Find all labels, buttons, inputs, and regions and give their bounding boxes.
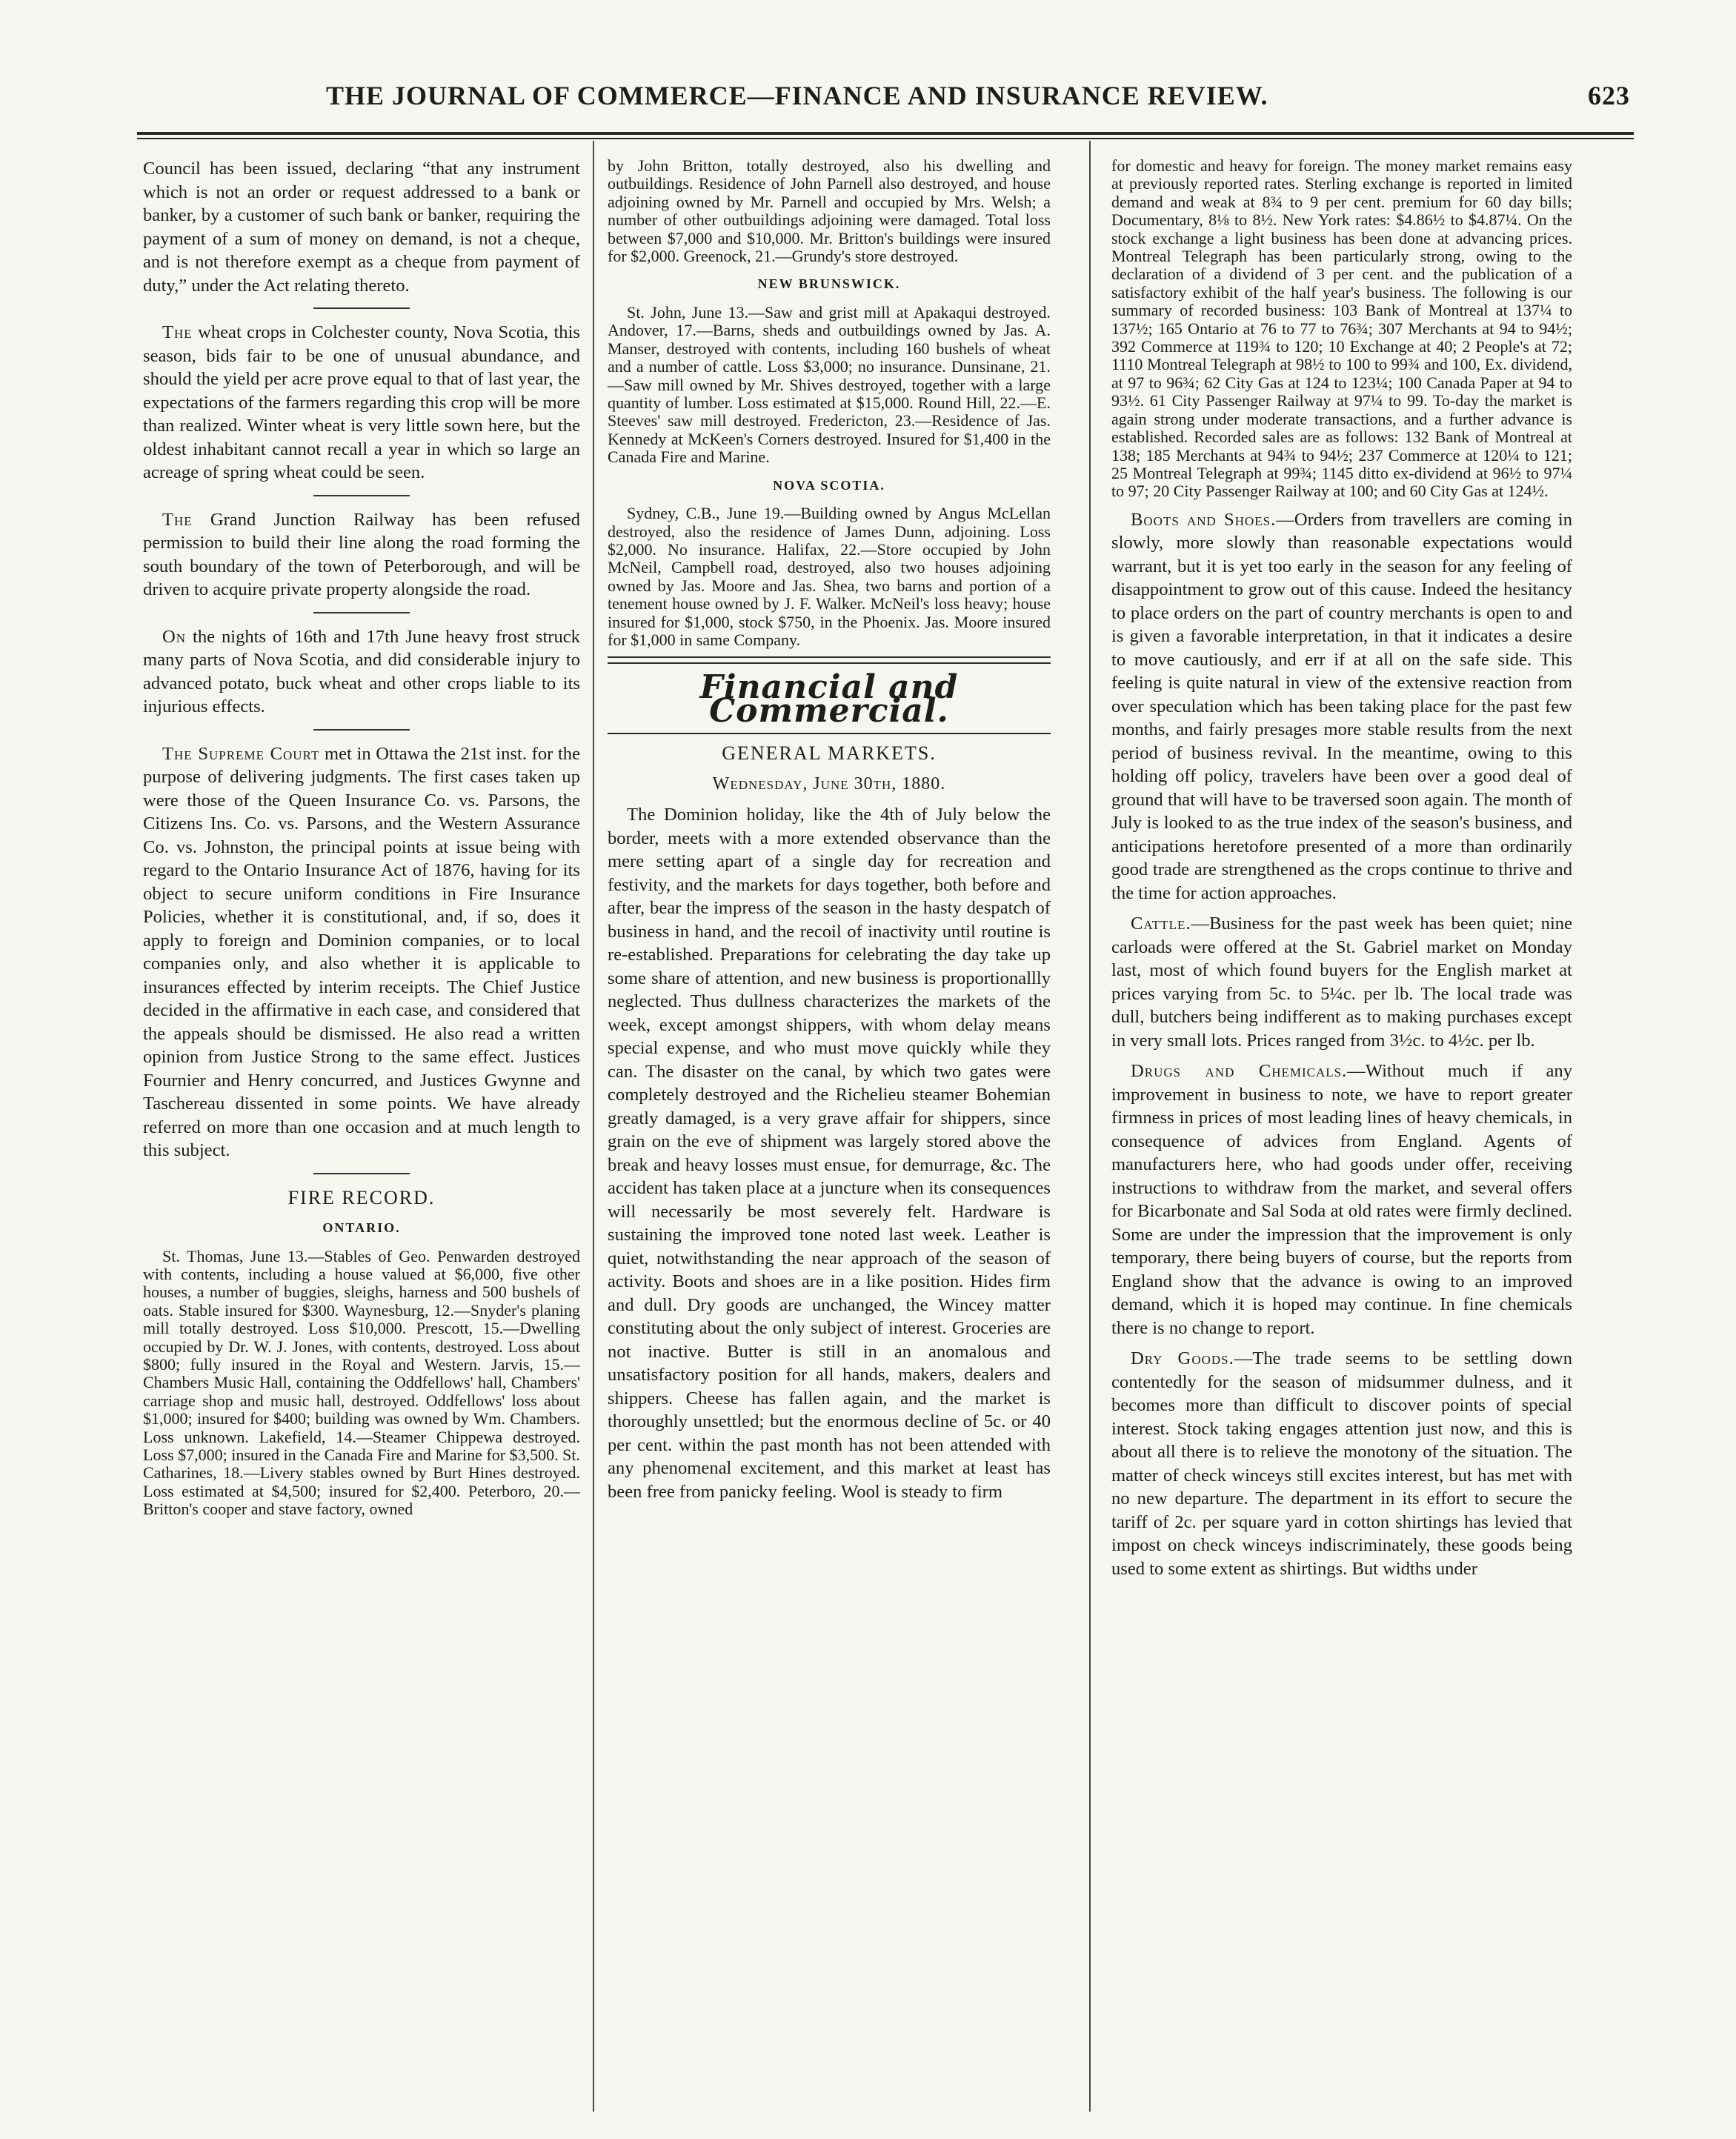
divider <box>313 729 410 731</box>
financial-commercial-banner: Financial and Commercial. <box>699 668 959 730</box>
nova-scotia-heading: NOVA SCOTIA. <box>773 477 885 493</box>
fire-record-title: FIRE RECORD. <box>287 1186 436 1208</box>
boots-shoes-paragraph: Boots and Shoes.—Orders from travellers are coming in slowly, more slowly than reasonable expectations would warrant, but it is yet too early in the season for any feeling of disappointment to grow out of this cause. Indeed the hesitancy to place orders on the part of country merchants is open to and is given a favorable interpretation, in that it indicates a desire to move cautiously, and err if at all on the safe side. This feeling is quite natural in view of the extensive reaction from over speculation which has been taking place for the past few months, and fairly presages more stable results from the next period of business revival. In the meantime, owing to this holding off policy, travelers have been over a good deal of ground that will have to be traversed soon again. The month of July is looked to as the true index of the season's business, and anticipations heretofore presented of a more than ordinarily good trade are strengthened as the crops continue to thrive and the time for action approaches. <box>1111 509 1572 903</box>
money-market-text: for domestic and heavy for foreign. The money market remains easy at previously reported rates. Sterling exchange is reported in limited demand and weak at 8¾ to 9 per cent. premium for 60 day bills; Documentary, 8⅛ to 8½. New York rates: $4.86½ to $4.87¼. On the stock exchange a light business has been done at advancing prices. Montreal Telegraph has been particularly strong, owing to the declaration of a dividend of 3 per cent. and the publication of a satisfactory exhibit of the half year's business. The following is our summary of recorded business: 103 Bank of Montreal at 137¼ to 137½; 165 Ontario at 76 to 77 to 76¾; 307 Merchants at 94 to 94½; 392 Commerce at 119¾ to 120; 10 Exchange at 40; 2 People's at 72; 1110 Montreal Telegraph at 98½ to 100 to 99¾ and 100, Ex. dividend, at 97 to 96¾; 62 City Gas at 124 to 123¼; 100 Canada Paper at 94 to 93½. 61 City Passenger Railway at 97¼ to 99. To-day the market is again strong under moderate transactions, and a further advance is established. Recorded sales are as follows: 132 Bank of Montreal at 138; 185 Merchants at 94¾ to 94½; 237 Commerce at 120¼ to 121; 25 Montreal Telegraph at 99¾; 1145 ditto ex-dividend at 96½ to 97¼ to 97; 20 City Passenger Railway at 100; and 60 City Gas at 124½. <box>1111 157 1572 501</box>
wheat-paragraph: The wheat crops in Colchester county, Nova Scotia, this season, bids fair to be one of unusual abundance, and should the yield per acre prove equal to that of last year, the expectations of the farmers regarding this crop will be more than realized. Winter wheat is very little sown here, but the oldest inhabitant cannot recall a year in which so large an acreage of spring wheat could be seen. <box>143 322 580 482</box>
divider <box>313 1173 410 1174</box>
nova-scotia-fires: Sydney, C.B., June 19.—Building owned by Angus McLellan destroyed, also the residence of James Dunn, adjoining. Loss $2,000. No insurance. Halifax, 22.—Store occupied by John McNeil, Campbell road, destroyed, also two houses adjoining owned by Jas. Moore and Jas. Shea, two barns and portion of a tenement house owned by J. F. Walker. McNeil's loss heavy; house insured for $1,000, stock $750, in the Phoenix. Jas. Moore insured for $1,000 in same Company. <box>608 504 1051 649</box>
new-brunswick-heading: NEW BRUNSWICK. <box>757 276 901 292</box>
banner-rule-top <box>608 656 1051 658</box>
header-rule-thick <box>137 132 1634 135</box>
divider <box>313 307 410 309</box>
column-1 <box>143 157 580 2113</box>
column-3 <box>1111 157 1572 2113</box>
fire-continuation: by John Britton, totally destroyed, also his dwelling and outbuildings. Residence of John Parnell also destroyed, and house adjoining owned by Mr. Parnell and occupied by Mrs. Welsh; a number of other outbuildings adjoining were damaged. Total loss between $7,000 and $10,000. Mr. Britton's buildings were insured for $2,000. Greenock, 21.—Grundy's store destroyed. <box>608 157 1051 266</box>
general-markets-text: The Dominion holiday, like the 4th of July below the border, meets with a more extended observance than the mere setting apart of a single day for recreation and festivity, and the markets for days together, both before and after, bear the impress of the season in the hasty despatch of business in hand, and the recoil of inactivity until routine is re-established. Preparations for celebrating the day take up some share of attention, and new business is proportionallly neglected. Thus dullness characterizes the markets of the week, except amongst shippers, with whom delay means special expense, and who must move quickly while they can. The disaster on the canal, by which two gates were completely destroyed and the Richelieu steamer Bohemian greatly damaged, is a very grave affair for shippers, since grain on the eve of shipment was largely stored above the break and heavy losses must ensue, for demurrage, &c. The accident has taken place at a juncture when its consequences will necessarily be most severely felt. Hardware is sustaining the improved tone noted last week. Leather is quiet, notwithstanding the near approach of the season of activity. Boots and shoes are in a like position. Hides firm and dull. Dry goods are unchanged, the Wincey matter constituting about the only subject of interest. Groceries are not inactive. Butter is still in an anomalous and unsatisfactory position for all hands, makers, dealers and shippers. Cheese has fallen again, and the market is thoroughly unsettled; but the enormous decline of 5c. or 40 per cent. within the past month has not been attended with any phenomenal excitement, and this market at least has been free from panicky feeling. Wool is steady to firm <box>608 805 1051 1502</box>
new-brunswick-fires: St. John, June 13.—Saw and grist mill at Apakaqui destroyed. Andover, 17.—Barns, sheds and outbuildings owned by Jas. A. Manser, destroyed with contents, including 160 bushels of wheat and a number of cattle. Loss $3,000; no insurance. Dunsinane, 21.—Saw mill owned by Mr. Shives destroyed, together with a large quantity of lumber. Loss estimated at $15,000. Round Hill, 22.—E. Steeves' saw mill destroyed. Fredericton, 23.—Residence of Jas. Kennedy at McKeen's Corners destroyed. Insured for $1,400 in the Canada Fire and Marine. <box>608 302 1051 467</box>
column-divider-1 <box>593 141 594 2112</box>
railway-paragraph: The Grand Junction Railway has been refused permission to build their line along the road forming the south boundary of the town of Peterborough, and will be driven to acquire private property alongside the road. <box>143 509 580 599</box>
column-2 <box>608 157 1051 2113</box>
dry-goods-paragraph: Dry Goods.—The trade seems to be settling down contentedly for the season of midsummer dulness, and it becomes more than difficult to discover points of special interest. Stock taking engages attention just now, and this is about all there is to relieve the monotony of the situation. The matter of check winceys still excites interest, but has met with no new departure. The department in its effort to secure the tariff of 2c. per square yard in cotton shirtings has levied that impost on check winceys indiscriminately, these goods being used to some extent as shirtings. But widths under <box>1111 1348 1572 1579</box>
divider <box>313 612 410 613</box>
ontario-heading: ONTARIO. <box>322 1220 401 1235</box>
supreme-court-paragraph: The Supreme Court met in Ottawa the 21st inst. for the purpose of delivering judgments. The first cases taken up were those of the Queen Insurance Co. vs. Parsons, the Citizens Ins. Co. vs. Parsons, and the Western Assurance Co. vs. Johnston, the principal points at issue being with regard to the Ontario Insurance Act of 1876, having for its object to secure uniform conditions in Fire Insurance Policies, whether it is constitutional, and, if so, does it apply to foreign and Dominion companies, or to local companies only, and also whether it is applicable to insurances effected by interim receipts. The Chief Justice decided in the affirmative in each case, and considered that the appeals should be dismissed. He also read a written opinion from Justice Strong to the same effect. Justices Fournier and Henry concurred, and Justices Gwynne and Taschereau dissented in some points. We have already referred on more than one occasion and at much length to this subject. <box>143 743 580 1160</box>
council-paragraph: Council has been issued, declaring “that any instrument which is not an order or request addressed to a bank or banker, by a customer of such bank or banker, requiring the payment of a sum of money on demand, is not a cheque, and is not therefore exempt as a cheque from payment of duty,” under the Act relating thereto. <box>143 159 580 296</box>
cattle-paragraph: Cattle.—Business for the past week has been quiet; nine carloads were offered at the St. Gabriel market on Monday last, most of which found buyers for the English market at prices varying from 5c. to 5¼c. per lb. The local trade was dull, butchers being indifferent as to making purchases except in very small lots. Prices ranged from 3½c. to 4½c. per lb. <box>1111 914 1572 1051</box>
divider <box>313 495 410 496</box>
frost-paragraph: On the nights of 16th and 17th June heavy frost struck many parts of Nova Scotia, and did considerable injury to advanced potato, buck wheat and other crops liable to its injurious effects. <box>143 626 580 716</box>
ontario-fires: St. Thomas, June 13.—Stables of Geo. Penwarden destroyed with contents, including a house valued at $6,000, five other houses, a number of buggies, sleighs, harness and 500 bushels of oats. Stable insured for $300. Waynesburg, 12.—Snyder's planing mill totally destroyed. Loss $10,000. Prescott, 15.—Dwelling occupied by Dr. W. J. Jones, with contents, destroyed. Loss about $800; fully insured in the Royal and Western. Jarvis, 15.—Chambers Music Hall, containing the Oddfellows' hall, Chambers' carriage shop and music hall, destroyed. Oddfellows' loss about $1,000; insured for $400; building was owned by Wm. Chambers. Loss unknown. Lakefield, 14.—Steamer Chippewa destroyed. Loss $7,000; insured in the Canada Fire and Marine for $3,500. St. Catharines, 18.—Livery stables owned by Burt Hines destroyed. Loss estimated at $4,500; insured for $2,400. Peterboro, 20.—Britton's cooper and stave factory, owned <box>143 1246 580 1519</box>
dateline: Wednesday, June 30th, 1880. <box>712 774 946 794</box>
drugs-chemicals-paragraph: Drugs and Chemicals.—Without much if any improvement in business to note, we have to report greater firmness in prices of most leading lines of heavy chemicals, in consequence of advices from England. Agents of manufacturers here, who had goods under offer, receiving instructions to withdraw from the market, and several offers for Bicarbonate and Sal Soda at old rates were firmly declined. Some are under the impression that the improvement is only temporary, there being buyers of course, but the reports from England show that the advance is owing to an improved demand, which it is hoped may continue. In fine chemicals there is no change to report. <box>1111 1061 1572 1338</box>
column-divider-2 <box>1089 141 1091 2112</box>
general-markets-title: GENERAL MARKETS. <box>722 742 937 765</box>
page-number: 623 <box>1588 81 1630 110</box>
journal-title: THE JOURNAL OF COMMERCE—FINANCE AND INSURANCE REVIEW. <box>326 81 1268 110</box>
banner-rule-bottom <box>608 733 1051 734</box>
header-rule-thin <box>137 138 1634 139</box>
banner-rule-top-2 <box>608 662 1051 664</box>
